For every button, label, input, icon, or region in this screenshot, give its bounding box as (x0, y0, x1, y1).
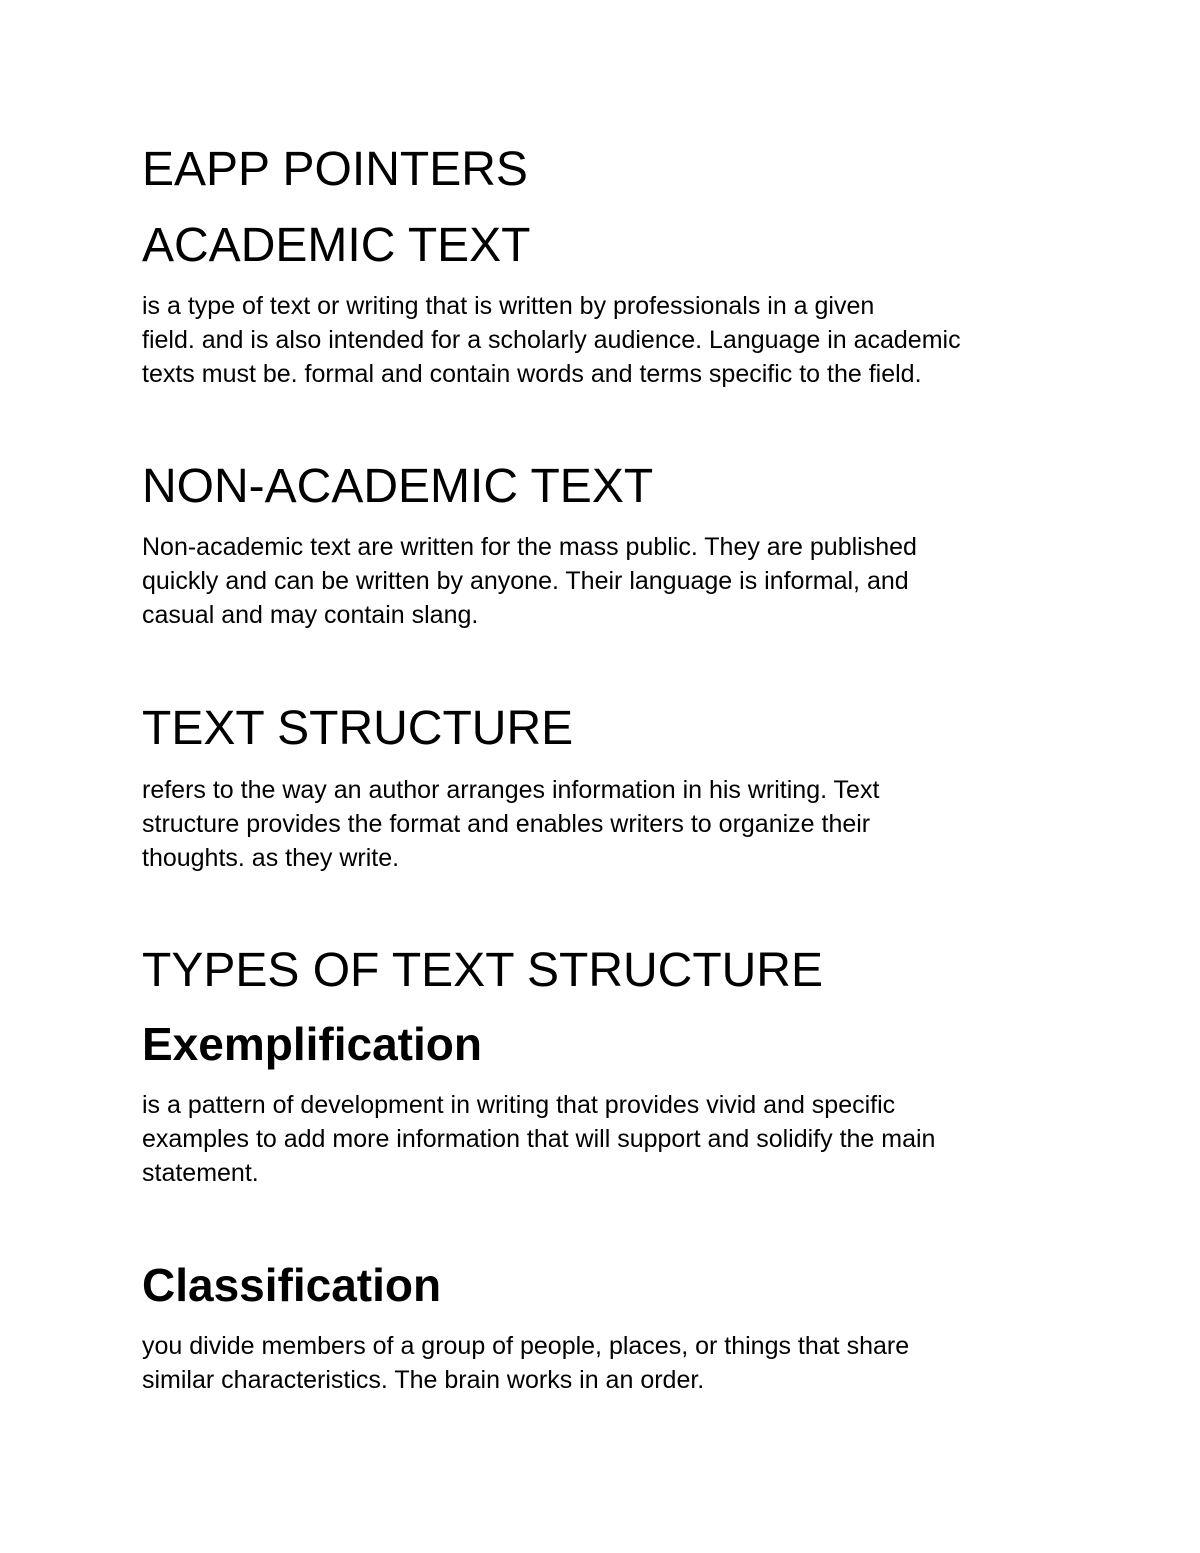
section-heading-text-structure: TEXT STRUCTURE (142, 702, 574, 755)
section-body-text-structure (142, 773, 879, 875)
body-line: thoughts. as they write. (142, 844, 400, 872)
body-line: refers to the way an author arranges information in his writing. Text (142, 776, 880, 804)
type-heading-exemplification: Exemplification (142, 1018, 482, 1070)
body-line: structure provides the format and enables writers to organize their (142, 810, 871, 838)
body-line: examples to add more information that will support and solidify the main (142, 1125, 936, 1153)
body-line: casual and may contain slang. (142, 601, 479, 629)
document-title: EAPP POINTERS (142, 143, 528, 196)
body-line: is a type of text or writing that is written by professionals in a given (142, 292, 875, 320)
body-line: is a pattern of development in writing that provides vivid and specific (142, 1091, 896, 1119)
section-heading-non-academic-text: NON-ACADEMIC TEXT (142, 460, 654, 513)
body-line: field. and is also intended for a scholarly audience. Language in academic (142, 326, 961, 354)
type-body-exemplification (142, 1088, 935, 1190)
body-line: you divide members of a group of people, places, or things that share (142, 1332, 910, 1360)
body-line: similar characteristics. The brain works in an order. (142, 1366, 705, 1394)
type-heading-classification: Classification (142, 1259, 442, 1311)
body-line: texts must be. formal and contain words and terms specific to the field. (142, 360, 922, 388)
body-line: statement. (142, 1159, 259, 1187)
section-heading-academic-text: ACADEMIC TEXT (142, 219, 531, 272)
section-body-non-academic-text (142, 530, 917, 632)
body-line: quickly and can be written by anyone. Their language is informal, and (142, 567, 909, 595)
body-line: Non-academic text are written for the mass public. They are published (142, 533, 917, 561)
type-body-classification (142, 1329, 909, 1397)
types-heading: TYPES OF TEXT STRUCTURE (142, 944, 823, 997)
section-body-academic-text (142, 289, 961, 391)
